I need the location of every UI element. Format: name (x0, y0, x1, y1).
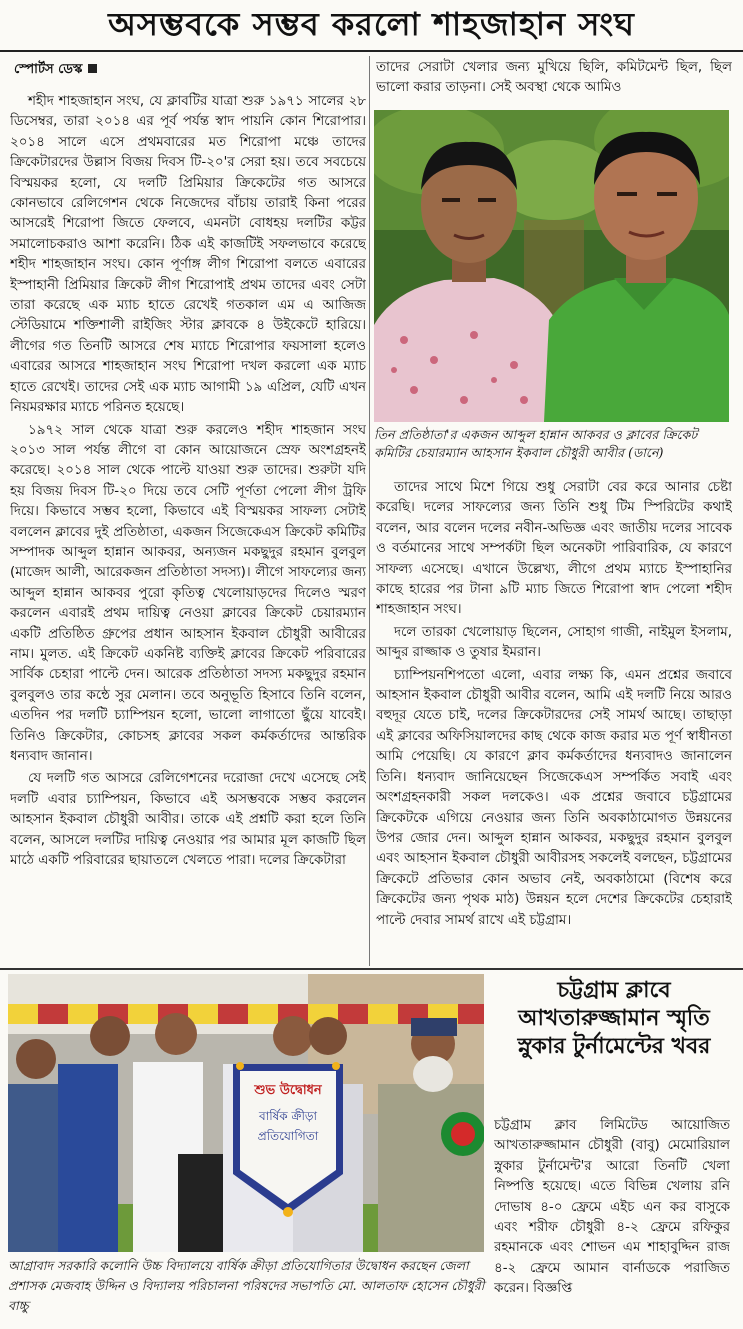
founders-photo (374, 110, 729, 422)
article-left-column (10, 92, 366, 962)
page-headline: অসম্ভবকে সম্ভব করলো শাহজাহান সংঘ (0, 0, 743, 52)
snooker-news-headline: চট্টগ্রাম ক্লাবে আখতারুজ্জামান স্মৃতি স্নুকার টুর্নামেন্টের খবর (517, 977, 711, 1059)
banner-line-3: প্রতিযোগিতা (257, 1129, 319, 1143)
snooker-news-body (494, 1116, 730, 1324)
article-paragraph: শহীদ শাহজাহান সংঘ, যে ক্লাবটির যাত্রা শুরু ১৯৭১ সালের ২৮ ডিসেম্বর, তারা ২০১৪ এর পূর্ব পর্যন্ত স্বাদ পায়নি কোন শিরোপার। ২০১৪ সালে এসে প্রথমবারের মত শিরোপা মঞ্চে তাদের ক্রিকেটারদের উল্লাস বিজয় দিবস টি-২০'র সেরা হয়। তবে সবচেয়ে বিস্ময়কর হলো, যে দলটি প্রিমিয়ার ক্রিকেটের গত আসরে কোনভাবে রেলিগেশন থেকে নিজেদের বাঁচায় তারাই কিনা পরের আসরেই শিরোপা জিতে ফেলবে, এমনটা বোধহয় দলটির কট্টর সমালোচকরাও আশা করেনি। ঠিক এই কাজটিই সফলভাবে করেছে শহীদ শাহজাহান সংঘ। কোন পূর্ণাঙ্গ লীগ শিরোপা বলতে এবারের ইস্পাহানী প্রিমিয়ার ক্রিকেট লীগ শিরোপাই প্রথম তাদের এবং সেটা তারা করেছে এক ম্যাচ হাতে রেখেই গতকাল এম এ আজিজ স্টেডিয়ামে শক্তিশালী রাইজিং স্টার ক্লাবকে ৪ উইকেটে হারিয়ে। লীগের গত তিনটি আসরে শেষ ম্যাচে শিরোপার ফয়সালা হলেও এবারের আসরে শাহজাহান সংঘ শিরোপা দখল করলো এক ম্যাচ হাতে রেখেই। তাদের সেই এক ম্যাচ আগামী ১৯ এপ্রিল, যেটি এখন নিয়মরক্ষার ম্যাচে পরিনত হয়েছে। (10, 94, 366, 416)
school-sports-photo-caption: আগ্রাবাদ সরকারি কলোনি উচ্চ বিদ্যালয়ে বার্ষিক ক্রীড়া প্রতিযোগিতার উদ্বোধন করছেন জেলা প্রশাসক মেজবাহ উদ্দিন ও বিদ্যালয় পরিচালনা পরিষদের সভাপতি মো. আলতাফ হোসেন চৌধুরী বাচ্চু (8, 1258, 485, 1313)
article-paragraph: দলে তারকা খেলোয়াড় ছিলেন, সোহাগ গাজী, নাইমুল ইসলাম, আব্দুর রাজ্জাক ও তুষার ইমরান। (376, 624, 732, 661)
snooker-news-paragraph: চট্টগ্রাম ক্লাব লিমিটেড আয়োজিত আখতারুজ্জামান চৌধুরী (বাবু) মেমোরিয়াল স্নুকার টুর্নামেন্ট'র আরো তিনটি খেলা নিষ্পত্তি হয়েছে। এতে বিভিন্ন খেলায় রনি দোভাষ ৪-০ ফ্রেমে এইচ এন কর বাসুকে এবং শরীফ চৌধুরী ৪-২ ফ্রেমে রফিকুর রহমানকে এবং শোভন এম শাহাবুদ্দিন রাজ ৪-২ ফ্রেমে আমান বার্নাডকে পরাজিত করেন। বিজ্ঞপ্তি (494, 1118, 730, 1297)
column-divider (369, 56, 370, 966)
byline-text: স্পোর্টস ডেস্ক (14, 62, 83, 77)
founders-photo-caption: তিন প্রতিষ্ঠাতা'র একজন আব্দুল হান্নান আকবর ও ক্লাবের ক্রিকেট কমিটির চেয়ারম্যান আহসান ইকবাল চৌধুরী আবীর (ডানে) (374, 427, 698, 460)
article-paragraph: যে দলটি গত আসরে রেলিগেশনের দরোজা দেখে এসেছে সেই দলটি এবার চ্যাম্পিয়ন, কিভাবে এই অসম্ভবকে সম্ভব করলেন আহসান ইকবাল চৌধুরী আবীর। তাকে এই প্রশ্নটি করা হলে তিনি বলেন, আসলে দলটির দায়িত্ব নেওয়ার পর আমার মূল কাজটি ছিল মাঠে একটি পরিবারের ছায়াতলে খেলতে পারা। দলের ক্রিকেটারা (10, 771, 366, 869)
section-divider (0, 968, 743, 970)
article-right-column (376, 478, 732, 964)
school-sports-photo (8, 974, 484, 1252)
byline-square-icon (88, 64, 97, 73)
banner-line-1: শুভ উদ্বোধন (254, 1083, 322, 1098)
banner-line-2: বার্ষিক ক্রীড়া (259, 1109, 317, 1123)
article-right-top-text: তাদের সেরাটা খেলার জন্য মুখিয়ে ছিলি, কমিটমেন্ট ছিল, ছিল ভালো করার তাড়না। সেই অবস্থা থেকে আমিও (376, 60, 732, 96)
article-paragraph: তাদের সাথে মিশে গিয়ে শুধু সেরাটা বের করে আনার চেষ্টা করেছি। দলের সাফল্যের জন্য তিনি শুধু টিম স্পিরিটের কথাই বলেন, আর বলেন দলের নবীন-অভিজ্ঞ এবং জাতীয় দলের সাবেক ও বর্তমানের সাথে সম্পর্কটা ছিল অনেকটা পারিবারিক, যে কারণে সাফল্য এসেছে। এখানে উল্লেখ্য, লীগে প্রথম ম্যাচে ইস্পাহানির কাছে হারের পর টানা ৯টি ম্যাচ জিতে শিরোপা স্বাদ পেলো শহীদ শাহজাহান সংঘ। (376, 480, 732, 618)
article-paragraph: ১৯৭২ সাল থেকে যাত্রা শুরু করলেও শহীদ শাহজান সংঘ ২০১৩ সাল পর্যন্ত লীগে বা কোন আয়োজনে স্রেফ অংশগ্রহনই করেছে। ২০১৪ সাল থেকে পাল্টে যাওয়া শুরু তাদের। শুরুটা যদি হয় বিজয় দিবস টি-২০ দিয়ে তবে সেটি পূর্ণতা পেলো লীগ ট্রফি দিয়ে। কিভাবে সম্ভব হলো, কিভাবে এই বিস্ময়কর সাফল্য সেটাই বললেন ক্লাবের দুই প্রতিষ্ঠাতা, একজন সিজেকেএস ক্রিকেট কমিটির সম্পাদক আব্দুল হান্নান আকবর, অন্যজন মকছুদুর রহমান বুলবুল (মাজেদ আলী, আরেকজন প্রতিষ্ঠাতা সদস্য)। লীগে সাফল্যের জন্য আব্দুল হান্নান আকবর পুরো কৃতিত্ব খেলোয়াড়দের দিলেও স্মরণ করলেন এবারই প্রথম দায়িত্ব নেওয়া ক্লাবের ক্রিকেট চেয়ারম্যান একটি প্রতিষ্ঠিত গ্রুপের প্রধান আহসান ইকবাল চৌধুরী আবীরের নাম। মুলত. এই ক্রিকেট একনিষ্ট ব্যক্তিই ক্লাবের ক্রিকেট পরিবারের সার্বিক চেহারা পাল্টে দেন। আরেক প্রতিষ্ঠাতা সদস্য মকছুদুর রহমান বুলবুলও তার কন্ঠে সুর মেলান। তবে অনুভূতি হিসাবে তিনি বলেন, এতদিন পর দলটি চ্যাম্পিয়ন হলো, ভালো লাগাতো ছুঁয়ে যাবেই। তিনিও ক্রিকেটার, কোচসহ ক্লাবের সকল কর্মকর্তাদের আন্তরিক ধন্যবাদ জানান। (10, 422, 366, 764)
byline (14, 60, 97, 81)
article-paragraph: চ্যাম্পিয়নশিপতো এলো, এবার লক্ষ্য কি, এমন প্রশ্নের জবাবে আহসান ইকবাল চৌধুরী আবীর বলেন, আমি এই দলটি নিয়ে আরও বহুদূর যেতে চাই, দলের ক্রিকেটারদের সেই সামর্থ আছে। তাছাড়া এই ক্লাবের অফিসিয়ালদের কাছ থেকে কাজ করার মত পূর্ণ স্বাধীনতা আমি পেয়েছি। যে কারণে ক্লাব কর্মকর্তাদের ধন্যবাদও জানালেন তিনি। ধন্যবাদ জানিয়েছেন সিজেকেএস সম্পর্কিত সবাই এবং অংশগ্রহনকারী সকল দলকেও। এক প্রশ্নের জবাবে চট্টগ্রামের ক্রিকেটকে এগিয়ে নেওয়ার জন্য তিনি অবকাঠামোগত উন্নয়নের উপর জোর দেন। আব্দুল হান্নান আকবর, মকছুদুর রহমান বুলবুল এবং আহসান ইকবাল চৌধুরী আবীরসহ সকলেই বলছেন, চট্টগ্রামের ক্রিকেটে প্রতিভার কোন অভাব নেই, অবকাঠামো (বিশেষ করে ক্রিকেটের জন্য পৃথক মাঠ) উন্নয়ন হলে দেশের ক্রিকেটের চেহারাই পাল্টে দেবার সামর্থ রাখে এই চট্টগ্রাম। (376, 667, 732, 928)
